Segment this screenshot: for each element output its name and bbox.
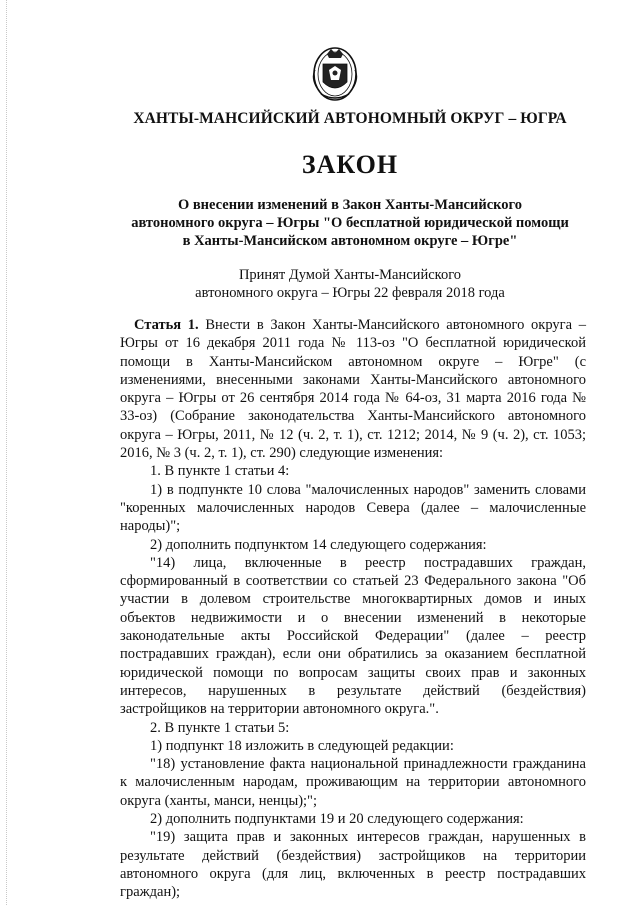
law-title-line: автономного округа – Югры "О бесплатной юридической помощи	[131, 215, 569, 231]
document-body	[120, 316, 586, 902]
coat-of-arms-icon	[309, 42, 361, 104]
article-intro: Внести в Закон Ханты-Мансийского автономного округа – Югры от 16 декабря 2011 года № 113-оз "О бесплатной юридической помощи в Ханты-Мансийском автономном округе – Югре" (с изменениями, внесенными законами Ханты-Мансийского автономного округа – Югры от 26 сентября 2014 года № 64-оз, 31 марта 2016 года № 33-оз) (Собрание законодательства Ханты-Мансийского автономного округа – Югры, 2011, № 12 (ч. 2, т. 1), ст. 1212; 2014, № 9 (ч. 2), ст. 1053; 2016, № 3 (ч. 2, т. 1), ст. 290) следующие изменения:	[120, 317, 587, 462]
adoption-note	[60, 266, 640, 302]
body-paragraph: 2) дополнить подпунктами 19 и 20 следующего содержания:	[150, 811, 524, 828]
article-label: Статья 1.	[134, 317, 199, 333]
document-header	[60, 108, 640, 302]
adoption-line: Принят Думой Ханты-Мансийского	[238, 267, 462, 283]
scan-edge-line	[6, 0, 8, 905]
body-paragraph: 2. В пункте 1 статьи 5:	[150, 719, 290, 736]
body-paragraph: 1) в подпункте 10 слова "малочисленных народов" заменить словами "коренных малочисленных народов Севера (далее – малочисленные народы)";	[120, 481, 586, 535]
adoption-line: автономного округа – Югры 22 февраля 2018 года	[195, 285, 505, 301]
body-paragraph: "19) защита прав и законных интересов граждан, нарушенных в результате действий (бездействия) застройщиков на территории автономного округа (для лиц, включенных в реестр пострадавших граждан);	[120, 829, 586, 901]
law-title	[60, 196, 640, 250]
body-paragraph: "18) установление факта национальной принадлежности гражданина к малочисленным народам, проживающим на территории автономного округа (ханты, манси, ненцы);";	[120, 756, 586, 809]
law-title-line: в Ханты-Мансийском автономном округе – Югре"	[182, 233, 518, 249]
body-paragraph: 1) подпункт 18 изложить в следующей редакции:	[150, 737, 454, 754]
body-paragraph: "14) лица, включенные в реестр пострадавших граждан, сформированный в соответствии со статьей 23 Федерального закона "Об участии в долевом строительстве многоквартирных домов и иных объектов недвижимости и о внесении изменений в некоторые законодательные акты Российской Федерации" (далее – реестр пострадавших граждан), если они обратились за оказанием бесплатной юридической помощи по вопросам защиты своих прав и законных интересов, нарушенных в результате действий (бездействия) застройщиков на территории автономного округа.".	[120, 554, 586, 718]
article-paragraph	[120, 316, 586, 462]
body-paragraph: 1. В пункте 1 статьи 4:	[150, 463, 290, 480]
law-title-line: О внесении изменений в Закон Ханты-Мансийского	[177, 197, 523, 213]
region-title: ХАНТЫ-МАНСИЙСКИЙ АВТОНОМНЫЙ ОКРУГ – ЮГРА	[133, 110, 567, 127]
document-type: ЗАКОН	[301, 150, 399, 179]
body-paragraph: 2) дополнить подпунктом 14 следующего содержания:	[150, 536, 487, 553]
